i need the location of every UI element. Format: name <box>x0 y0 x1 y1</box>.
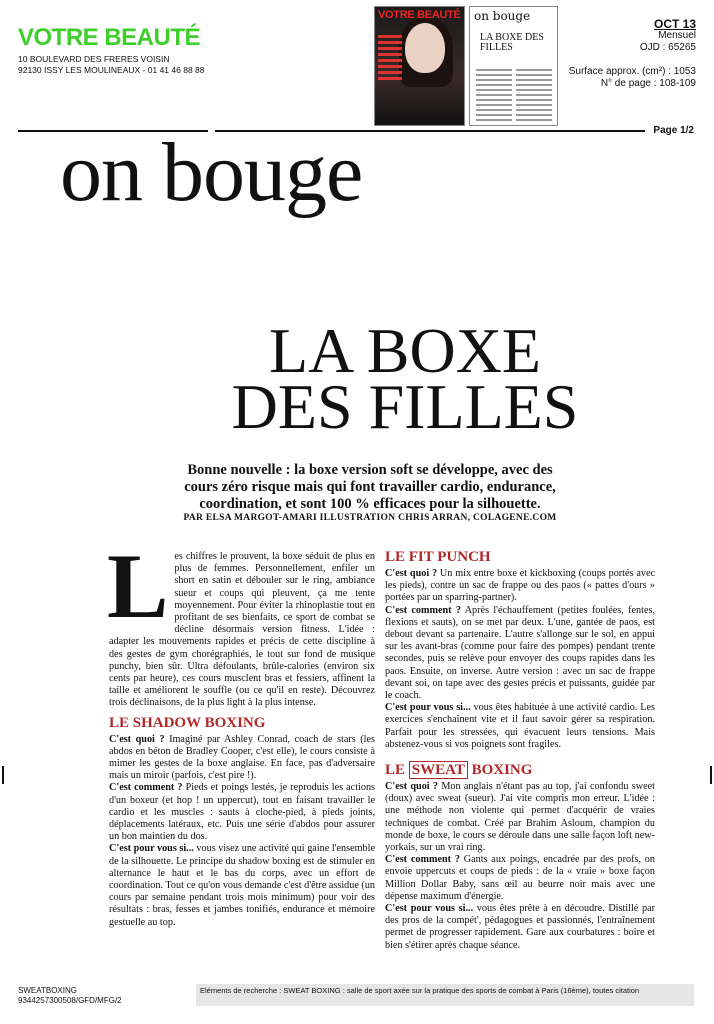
sweat-boxing-heading <box>385 761 655 779</box>
page-indicator: Page 1/2 <box>653 125 694 136</box>
answer-text: Pieds et poings lestés, je reproduis les actions d'un boxeur (et hop ! un uppercut), tout en faisant travailler le cardio et les muscles : sauts à cloche-pied, à pieds joints, déplacements latéraux, etc. Puis une série d'abdos pour assurer un bon maintien du dos. <box>109 782 376 843</box>
article-title <box>215 315 595 442</box>
drop-cap: L <box>107 535 169 637</box>
footer-keyword: SWEATBOXING <box>18 986 77 995</box>
shadow-boxing-heading: LE SHADOW BOXING <box>109 714 266 731</box>
sweat-boxing-what <box>385 781 655 854</box>
fit-punch-how <box>385 605 655 703</box>
fit-punch-heading: LE FIT PUNCH <box>385 549 491 565</box>
question-label: C'est pour vous si... <box>385 903 474 915</box>
question-label: C'est quoi ? <box>109 733 165 745</box>
question-label: C'est comment ? <box>385 854 460 866</box>
answer-text: Gants aux poings, encadrée par des profs, on envoie uppercuts et coups de pieds : de la « vraie » boxe façon Million Dollar Baby, sans œil au beurre noir mais avec une dépense maximum d'énergie. <box>385 854 655 902</box>
article-subtitle: Bonne nouvelle : la boxe version soft se développe, avec des cours zéro risque mais qui font travailler cardio, endurance, coordination, et sont 100 % efficaces pour la silhouette. <box>184 462 556 512</box>
frequency: Mensuel <box>658 30 696 41</box>
surface-area: Surface approx. (cm²) : 1053 <box>568 66 696 77</box>
article-byline: PAR ELSA MARGOT-AMARI ILLUSTRATION CHRIS ARRAN, COLAGENE.COM <box>183 513 557 523</box>
heading-part: BOXING <box>467 762 533 779</box>
cover-thumbnail-title: VOTRE BEAUTÉ <box>378 9 461 21</box>
ojd-count: OJD : 65265 <box>639 42 696 53</box>
publication-name: VOTRE BEAUTÉ <box>18 24 201 51</box>
answer-text: vous êtes prête à en découdre. Distillé par des pros de la compét', pédagogues et passionnés, l'entraînement permet de progresser rapidement. Gare aux courbatures : boire et bien s'étirer après chaque séance. <box>385 903 655 951</box>
search-terms-box: Eléments de recherche : SWEAT BOXING : salle de sport axée sur la pratique des sports de combat à Paris (16ème), toutes citation <box>196 984 694 1006</box>
article-title-line-2: DES FILLES <box>231 371 579 442</box>
publication-meta <box>569 18 696 90</box>
page-thumbnail[interactable] <box>469 6 558 126</box>
question-label: C'est pour vous si... <box>385 702 471 714</box>
highlighted-keyword: SWEAT <box>409 761 468 779</box>
answer-text: vous visez une activité qui gaine l'ensemble de la silhouette. Le principe du shadow boxing est de stimuler en alternance le haut et le bas du corps, avec un effort de coordination. Tout ce qu'on vous demande c'est d'être assidue (un cours par semaine pendant trois mois minimum) pour voir des résultats : bras, fesses et jambes tonifiés, endurance et mémoire gestuelle au top. <box>109 843 376 928</box>
address-line-2: 92130 ISSY LES MOULINEAUX - 01 41 46 88 88 <box>18 65 205 75</box>
answer-text: Un mix entre boxe et kickboxing (coups portés avec les pieds), contre un sac de frappe ou des paos (« pattes d'ours » portées par un sparring-partner). <box>385 568 655 604</box>
answer-text: Mon anglais n'étant pas au top, j'ai confondu sweet (doux) avec sweat (sueur). J'ai vite compris mon erreur. L'idée : une méthode non violente qui permet d'acquérir de vraies techniques de combat. Créé par Brahim Asloum, champion du monde de boxe, le cours se déroule dans une salle façon loft new-yorkais, sur un vrai ring. <box>385 781 655 854</box>
footer-ref-code: 9344257300508/GFD/MFG/2 <box>18 995 122 1005</box>
question-label: C'est quoi ? <box>385 781 439 793</box>
heading-part: LE <box>385 762 409 779</box>
footer-reference <box>18 986 122 1005</box>
answer-text: Imaginé par Ashley Conrad, coach de stars (les abdos en béton de Bradley Cooper, c'est elle), le cours consiste à mimer les gestes de la boxe anglaise. En face, pas d'adversaire mais un miroir (parfois, c'est pire !). <box>109 733 375 782</box>
shadow-boxing-for-you <box>109 843 375 928</box>
section-title: on bouge <box>60 126 363 219</box>
article-title-line-1: LA BOXE <box>269 315 541 386</box>
shadow-boxing-what <box>109 734 375 783</box>
address-line-1: 10 BOULEVARD DES FRERES VOISIN <box>18 54 170 64</box>
article-column-1 <box>107 535 376 929</box>
cover-headlines <box>378 35 402 83</box>
question-label: C'est quoi ? <box>385 568 438 579</box>
margin-marker-right <box>710 766 712 784</box>
question-label: C'est comment ? <box>109 782 183 794</box>
question-label: C'est pour vous si... <box>109 843 194 855</box>
cover-model-face <box>405 23 445 73</box>
page-thumbnail-title: LA BOXE DES FILLES <box>480 32 544 53</box>
page-thumbnail-section: on bouge <box>474 9 531 23</box>
shadow-boxing-how <box>109 782 375 843</box>
answer-text: vous êtes habituée à une activité cardio. Les exercices s'enchaînent vite et il faut savoir gérer sa respiration. Parfait pour les stressées, qui évacuent leurs tensions. Mais abstenez-vous si vos poignets sont fragiles. <box>385 702 655 750</box>
article-column-2 <box>385 548 655 952</box>
page-thumbnail-column <box>516 69 552 124</box>
margin-marker-left <box>2 766 4 784</box>
fit-punch-for-you <box>385 702 655 751</box>
cover-thumbnail[interactable] <box>374 6 465 126</box>
publication-address <box>18 54 204 76</box>
fit-punch-what <box>385 568 655 605</box>
page-thumbnail-column <box>476 69 512 124</box>
sweat-boxing-for-you <box>385 903 655 952</box>
answer-text: Après l'échauffement (petites foulées, fentes, flexions et sauts), on se met par deux. L'une, gantée de paos, est debout devant sa partenaire. L'autre s'allonge sur le sol, en appui sur les avant-bras (comme pour faire des pompes) pendant trente secondes, puis se relève pour envoyer des coups rapides dans les paos. Ensuite, on inverse. Autre version : avec un sac de frappe devant soi, on tape avec des gestes précis et puissants, guidée par le coach. <box>385 604 655 702</box>
question-label: C'est comment ? <box>385 604 461 616</box>
issue-date: OCT 13 <box>653 17 696 31</box>
sweat-boxing-how <box>385 854 655 903</box>
page-range: N° de page : 108-109 <box>600 78 696 89</box>
intro-paragraph: es chiffres le prouvent, la boxe séduit de plus en plus de femmes. Personnellement, enfiler un short en satin et débouler sur le ring, ambiance sueur et coups qui pleuvent, ça me tente moyennement. Pour éviter la rhinoplastie tout en profitant de ses bienfaits, ce sport de combat se décline désormais version fitness. L'idée : adapter les mouvements rapides et précis de cette discipline à des gestes de gym chorégraphiés, le tout sur fond de musique punchy, bien sûr. Ultra défoulants, brûle-calories (environ six cents par heure), ces cours musclent bras et fessiers, affinent la taille et améliorent le souffle (ou ce qu'il en reste). Découvrez trois déclinaisons, de la plus light à la plus intense. <box>109 551 375 709</box>
